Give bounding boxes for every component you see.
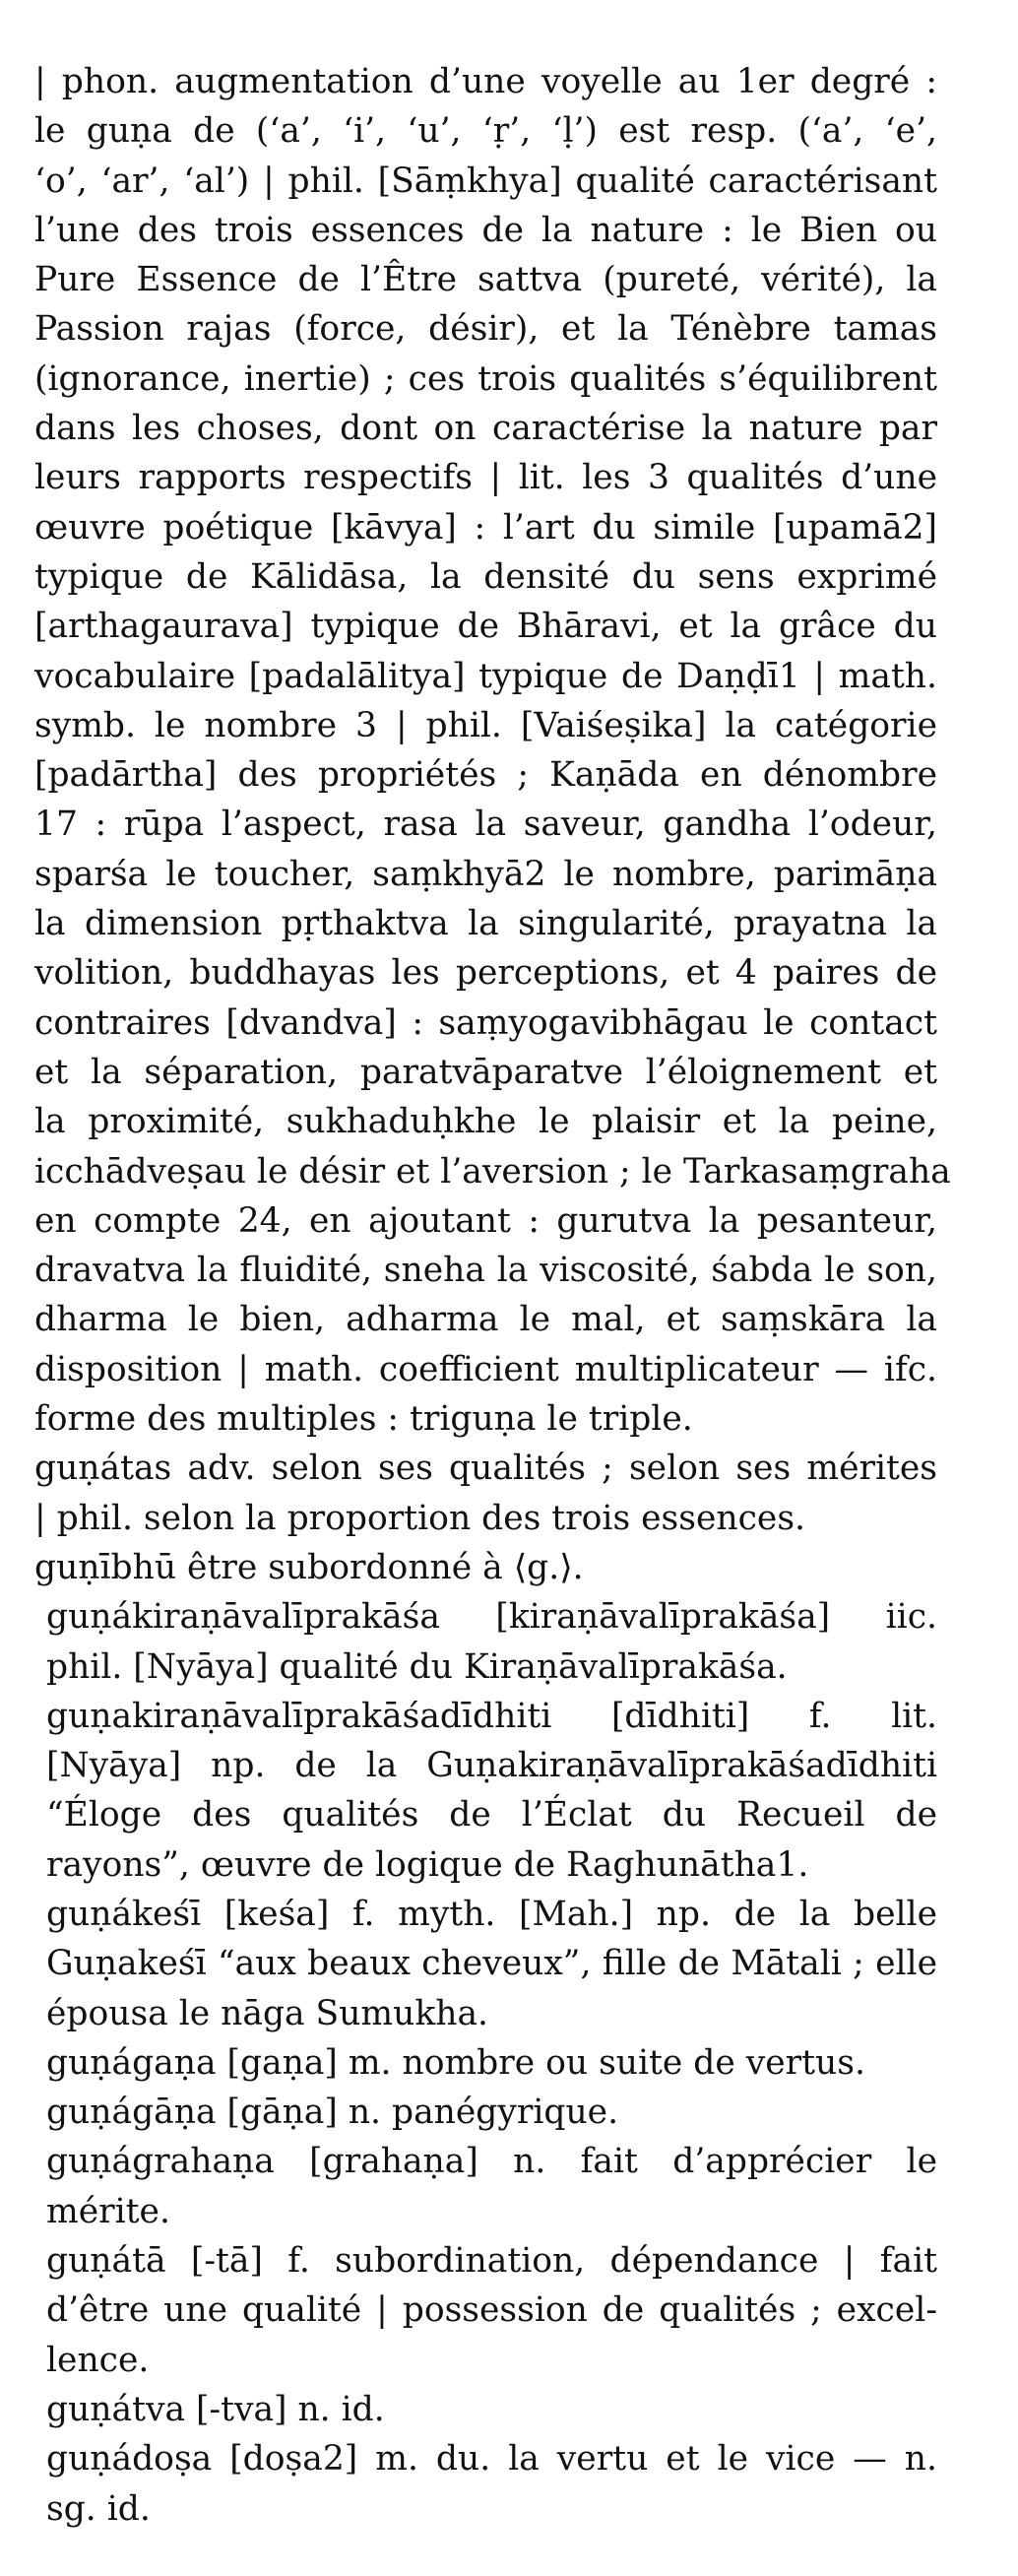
text-line: guṇátas adv. selon ses qualités ; selon ses mérites: [34, 1449, 937, 1489]
entry-gunakesi: [34, 1890, 937, 2038]
text-line: typique de Kālidāsa, la densité du sens exprimé: [34, 556, 937, 597]
text-line: phil. [Nyāya] qualité du Kiraṇāvalīprakāśa.: [46, 1646, 788, 1687]
entry-gunagrahana: [34, 2137, 937, 2236]
text-line: [padārtha] des propriétés ; Kaṇāda en dénombre: [34, 755, 937, 796]
text-line: [Nyāya] np. de la Guṇakiraṇāvalīprakāśadīdhiti: [46, 1746, 937, 1786]
entry-gunadosa: [34, 2434, 937, 2534]
text-line: épousa le nāga Sumukha.: [46, 1993, 489, 2033]
text-line: [arthagaurava] typique de Bhāravi, et la grâce du: [34, 607, 937, 647]
entry-gunakiranavaliprakasa: [34, 1592, 937, 1692]
entry-gunatva: [34, 2385, 937, 2434]
text-line: l’une des trois essences de la nature : le Bien ou: [34, 210, 937, 250]
text-line: guṇákeśī [keśa] f. myth. [Mah.] np. de la belle: [46, 1894, 937, 1934]
text-line: en compte 24, en ajoutant : gurutva la pesanteur,: [34, 1200, 937, 1241]
text-line: le guṇa de (‘a’, ‘i’, ‘u’, ‘ṛ’, ‘ḷ’) est resp. (‘a’, ‘e’,: [34, 111, 937, 152]
text-line: icchādveṣau le désir et l’aversion ; le Tarkasaṃgraha: [34, 1151, 951, 1191]
text-line: la proximité, sukhaduḥkhe le plaisir et la peine,: [34, 1102, 937, 1142]
text-line: dravatva la fluidité, sneha la viscosité, śabda le son,: [34, 1251, 937, 1291]
text-line: sg. id.: [46, 2488, 151, 2529]
text-line: 17 : rūpa l’aspect, rasa la saveur, gandha l’odeur,: [34, 805, 937, 845]
text-line: guṇágaṇa [gaṇa] m. nombre ou suite de vertus.: [46, 2042, 865, 2083]
text-line: | phil. selon la proportion des trois essences.: [34, 1498, 806, 1538]
text-line: vocabulaire [padalālitya] typique de Daṇḍī1 | math.: [34, 656, 937, 696]
text-line: rayons”, œuvre de logique de Raghunātha1.: [46, 1844, 809, 1885]
entry-gunibhu: [34, 1543, 937, 1592]
text-line: guṇakiraṇāvalīprakāśadīdhiti [dīdhiti] f. lit.: [46, 1696, 937, 1736]
text-line: guṇágāṇa [gāṇa] n. panégyrique.: [46, 2093, 619, 2133]
text-line: symb. le nombre 3 | phil. [Vaiśeṣika] la catégorie: [34, 705, 937, 745]
text-line: lence.: [46, 2340, 150, 2380]
text-line: guṇádoṣa [doṣa2] m. du. la vertu et le vice — n.: [46, 2439, 937, 2479]
text-line: ‘o’, ‘ar’, ‘al’) | phil. [Sāṃkhya] qualité caractérisant: [34, 161, 937, 201]
text-line: guṇágrahaṇa [grahaṇa] n. fait d’apprécier le: [46, 2142, 937, 2182]
text-line: forme des multiples : triguṇa le triple.: [34, 1399, 693, 1440]
text-line: Pure Essence de l’Être sattva (pureté, vérité), la: [34, 260, 937, 300]
text-line: contraires [dvandva] : saṃyogavibhāgau le contact: [34, 1002, 937, 1043]
text-line: dans les choses, dont on caractérise la nature par: [34, 409, 937, 449]
text-line: Passion rajas (force, désir), et la Ténèbre tamas: [34, 309, 937, 350]
text-line: sparśa le toucher, saṃkhyā2 le nombre, parimāṇa: [34, 854, 937, 894]
text-line: d’être une qualité | possession de qualités ; excel-: [46, 2290, 937, 2331]
text-line: mérite.: [46, 2191, 170, 2231]
entry-gunagana: [34, 2038, 937, 2088]
text-line: œuvre poétique [kāvya] : l’art du simile [upamā2]: [34, 507, 937, 547]
text-line: disposition | math. coefficient multiplicateur — ifc.: [34, 1349, 937, 1389]
text-line: guṇákiraṇāvalīprakāśa [kiraṇāvalīprakāśa] iic.: [46, 1597, 937, 1638]
entry-gunatas: [34, 1444, 937, 1543]
text-line: volition, buddhayas les perceptions, et 4 paires de: [34, 953, 937, 994]
text-line: Guṇakeśī “aux beaux cheveux”, fille de Mātali ; elle: [46, 1944, 937, 1984]
entry-gunakiranavaliprakasadidhiti: [34, 1692, 937, 1890]
text-line: guṇátā [-tā] f. subordination, dépendance | fait: [46, 2241, 937, 2282]
text-line: dharma le bien, adharma le mal, et saṃskāra la: [34, 1300, 937, 1340]
text-line: leurs rapports respectifs | lit. les 3 qualités d’une: [34, 458, 937, 498]
text-line: “Éloge des qualités de l’Éclat du Recueil de: [46, 1795, 937, 1835]
text-line: guṇátva [-tva] n. id.: [46, 2389, 385, 2429]
entry-gunagana-long: [34, 2088, 937, 2137]
text-line: (ignorance, inertie) ; ces trois qualités s’équilibrent: [34, 358, 937, 399]
text-line: la dimension pṛthaktva la singularité, prayatna la: [34, 904, 937, 944]
entry-guna-continued: [34, 57, 951, 1444]
text-line: | phon. augmentation d’une voyelle au 1er degré :: [34, 62, 937, 101]
text-line: et la séparation, paratvāparatve l’éloignement et: [34, 1052, 937, 1092]
text-line: guṇībhū être subordonné à ⟨g.⟩.: [34, 1547, 584, 1587]
entry-gunata: [34, 2236, 937, 2385]
